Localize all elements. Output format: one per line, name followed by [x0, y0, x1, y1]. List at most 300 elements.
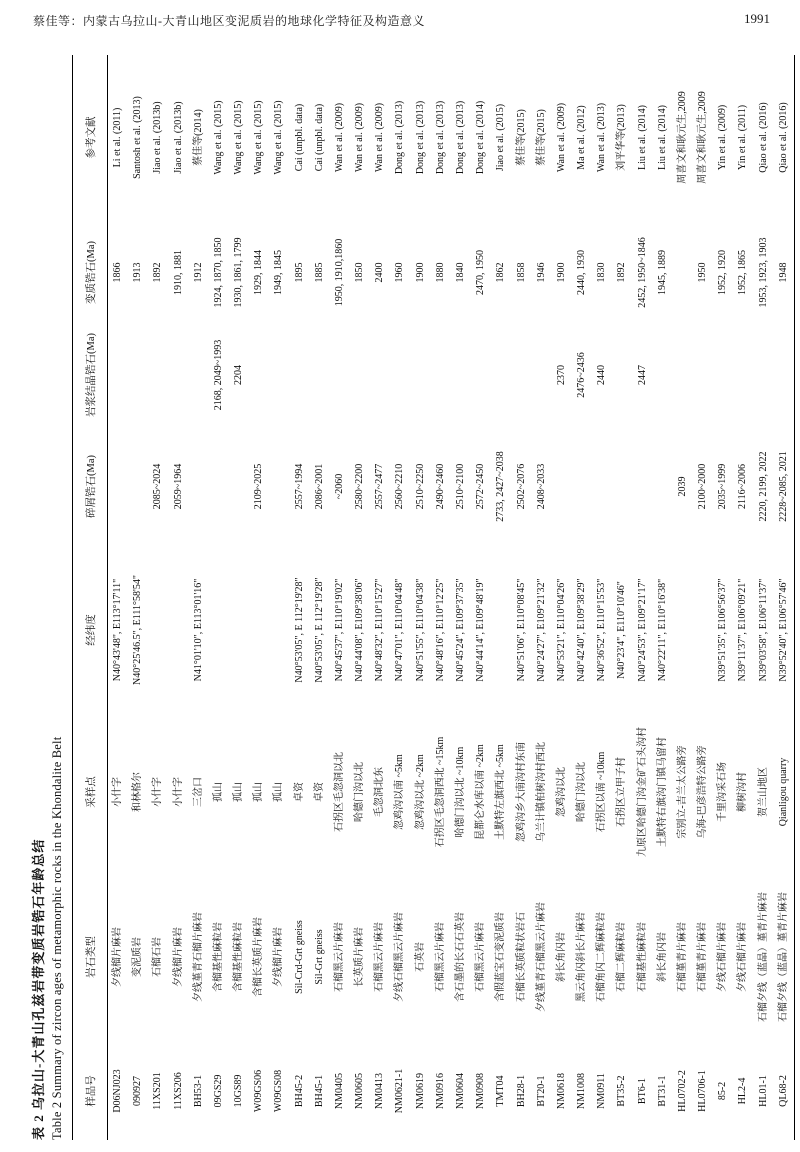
table-cell: N40°25'46.5", E111°58'54"	[132, 575, 144, 685]
table-cell: NM0605	[354, 1072, 366, 1110]
table-cell: Wang et al. (2015)	[253, 100, 265, 175]
table-row	[673, 55, 693, 1140]
table-cell: 2452, 1950~1846	[636, 237, 648, 308]
table-cell: 石榴黑云片麻岩	[333, 922, 345, 992]
column-header: 岩石类型	[73, 872, 108, 1042]
table-cell: BH45-1	[313, 1074, 325, 1108]
column-header: 经纬度	[73, 548, 108, 712]
table-cell: ~2060	[333, 473, 345, 500]
table-cell: Wang et al. (2015)	[233, 100, 245, 175]
table-cell	[128, 425, 148, 548]
table-cell: 石榴夕线（蓝晶）堇青片麻岩	[777, 892, 789, 1022]
table-cell: 2470, 1950	[475, 250, 487, 295]
column-header: 岩浆结晶锆石(Ma)	[73, 325, 108, 425]
table-cell: 2370	[555, 365, 567, 385]
table-cell	[451, 325, 471, 425]
table-cell: NM0908	[475, 1072, 487, 1110]
table-cell: N40°44'08", E109°38'06"	[354, 578, 366, 682]
table-cell: N40°24'53", E109°21'17"	[636, 578, 648, 682]
table-cell: 含榴基性麻粒岩	[212, 922, 224, 992]
table-cell	[491, 325, 511, 425]
table-cell: 蔡佳等(2014)	[192, 109, 204, 166]
header-row	[73, 55, 108, 1140]
table-cell: 2580~2200	[354, 463, 366, 510]
table-cell: 石榴基性麻粒岩	[636, 922, 648, 992]
table-row	[754, 55, 774, 1140]
table-cell: 卓资	[293, 782, 305, 802]
table-cell	[653, 425, 673, 548]
table-cell: 1950	[697, 262, 709, 283]
table-cell: 2510~2250	[414, 463, 426, 510]
zircon-table	[72, 55, 795, 1140]
table-cell: Wang et al. (2015)	[273, 100, 285, 175]
table-cell: Liu et al. (2014)	[636, 105, 648, 170]
table-cell: 2476~2436	[576, 352, 588, 398]
table-cell: 1910, 1881	[172, 250, 184, 295]
table-cell: 1952, 1865	[737, 250, 749, 295]
table-cell: Wan et al. (2009)	[354, 102, 366, 173]
table-cell: 2109~2025	[253, 463, 265, 510]
column-header: 碎屑锆石(Ma)	[73, 425, 108, 548]
table-cell: 和林格尔	[132, 772, 144, 812]
table-cell: 石榴石岩	[152, 937, 164, 977]
table-cell: 贺兰山地区	[757, 767, 769, 817]
table-cell: 夕线堇青石榴片麻岩	[192, 912, 204, 1002]
table-cell: 孤山	[233, 782, 245, 802]
table-caption-zh: 表 2 乌拉山-大青山孔兹岩带变质岩锆石年龄总结	[31, 838, 46, 1140]
column-header: 变质锆石(Ma)	[73, 220, 108, 325]
column-header: 采样点	[73, 712, 108, 872]
table-cell: TMT04	[495, 1075, 507, 1107]
table-cell: BH45-2	[293, 1074, 305, 1108]
table-cell	[632, 425, 652, 548]
table-row	[632, 55, 652, 1140]
table-cell: 2100~2000	[697, 463, 709, 510]
table-row	[128, 55, 148, 1140]
table-cell: 2557~1994	[293, 463, 305, 510]
table-cell: N40°53'21", E110°04'26"	[555, 578, 567, 682]
table-cell: 卓资	[313, 782, 325, 802]
table-cell	[128, 325, 148, 425]
table-cell: NM0405	[333, 1072, 345, 1110]
table-cell: N39°11'37", E106°09'21"	[737, 578, 749, 682]
table-cell: 2440, 1930	[576, 250, 588, 295]
table-cell	[733, 325, 753, 425]
table-cell: HL01-1	[757, 1075, 769, 1107]
table-cell: Wang et al. (2015)	[212, 100, 224, 175]
table-row	[370, 55, 390, 1140]
table-cell: 斜长角闪岩	[555, 932, 567, 982]
table-cell: 2408~2033	[535, 463, 547, 510]
table-cell: 昆都仑水库以南 ~2km	[475, 744, 487, 840]
table-cell	[229, 425, 249, 548]
table-cell: N40°45'24", E109°37'35"	[455, 578, 466, 682]
table-cell: Qiao et al. (2016)	[777, 102, 789, 173]
table-cell: 含假蓝宝石变泥质岩	[495, 912, 507, 1002]
table-cell	[269, 425, 289, 548]
table-cell	[572, 425, 592, 548]
table-cell: 夕线石榴片麻岩	[737, 922, 749, 992]
column-header: 样品号	[73, 1042, 108, 1140]
table-row	[108, 55, 129, 1140]
table-cell: 石榴堇青片麻岩	[697, 922, 709, 992]
table-cell: 090927	[132, 1076, 144, 1106]
table-cell: NM0911	[596, 1073, 608, 1109]
table-cell: N40°51'06", E110°08'45"	[515, 578, 527, 682]
table-cell: Jiao et al. (2013b)	[152, 101, 164, 174]
table-cell: 1929, 1844	[253, 250, 265, 295]
table-cell	[290, 325, 310, 425]
table-cell: 石榴夕线（蓝晶）堇青片麻岩	[757, 892, 769, 1022]
table-cell	[612, 425, 632, 548]
table-cell: NM1008	[576, 1072, 588, 1110]
table-cell: 九原区哈德门沟金矿石头沟村	[636, 727, 648, 857]
table-row	[451, 55, 471, 1140]
table-cell: 蔡佳等(2015)	[535, 109, 547, 166]
table-cell	[592, 425, 612, 548]
table-cell: 石拐区毛忽洞以北	[333, 752, 345, 832]
table-cell: 哈德门沟以北	[576, 762, 588, 822]
table-cell: Dong et al. (2013)	[434, 100, 446, 175]
table-cell: 忽鸡沟以北	[555, 767, 567, 817]
table-cell: N40°43'48", E113°17'11"	[112, 578, 124, 682]
table-cell	[169, 325, 189, 425]
table-row	[411, 55, 431, 1140]
table-cell: N40°23'4", E110°10'46"	[616, 581, 628, 679]
table-cell: 2490~2460	[434, 463, 446, 510]
table-cell: 含榴长英质片麻岩	[253, 917, 265, 997]
table-row	[532, 55, 552, 1140]
table-row	[290, 55, 310, 1140]
table-cell	[713, 325, 733, 425]
table-cell: 小什字	[172, 777, 184, 807]
table-cell	[269, 548, 289, 712]
table-cell: 石榴黑云片麻岩	[475, 922, 487, 992]
table-cell	[693, 548, 713, 712]
table-cell: 2572~2450	[475, 463, 487, 510]
table-cell	[653, 325, 673, 425]
table-cell: 柳树沟村	[737, 772, 749, 812]
table-cell: 石榴堇青片麻岩	[676, 922, 688, 992]
table-cell: 2733, 2427~2038	[495, 451, 507, 522]
table-cell: 石榴黑云片麻岩	[434, 922, 446, 992]
table-cell: 1913	[132, 262, 144, 283]
table-cell: 石拐区毛忽洞西北 ~15km	[434, 736, 446, 848]
table-cell: 1880	[434, 262, 446, 283]
table-cell	[169, 548, 189, 712]
table-cell: BT6-1	[636, 1077, 648, 1105]
table-cell	[189, 425, 209, 548]
table-cell: 忽鸡沟乡大南沟村东南	[515, 742, 527, 842]
table-cell: 2168, 2049~1993	[212, 339, 224, 411]
table-cell	[491, 548, 511, 712]
page-number: 1991	[744, 11, 770, 26]
table-cell: W09GS06	[253, 1069, 265, 1113]
table-cell: N40°45'37", E110°19'02"	[333, 578, 345, 682]
table-cell: N40°22'11", E110°16'38"	[656, 578, 668, 682]
table-cell: BT20-1	[535, 1075, 547, 1107]
table-cell: W09GS08	[273, 1069, 285, 1113]
table-cell: 三岔口	[192, 777, 204, 807]
table-cell: 2557~2477	[374, 463, 386, 510]
table-cell: 1850	[354, 262, 366, 283]
table-row	[350, 55, 370, 1140]
table-row	[612, 55, 632, 1140]
table-cell: 黑云角闪斜长片麻岩	[576, 912, 588, 1002]
table-cell: 1930, 1861, 1799	[233, 237, 245, 308]
table-cell: 夕线石榴黑云片麻岩	[394, 912, 406, 1002]
table-cell: Dong et al. (2014)	[475, 100, 487, 175]
table-cell: HL2-4	[737, 1077, 749, 1105]
table-cell: Yin et al. (2011)	[737, 104, 749, 171]
table-cell: 2447	[636, 365, 648, 385]
table-cell: 2116~2006	[737, 463, 749, 510]
table-cell: 2039	[676, 476, 688, 497]
table-cell	[411, 325, 431, 425]
table-cell: Santosh et al. (2013)	[132, 96, 144, 179]
table-cell: 1892	[616, 262, 628, 283]
table-cell: 1900	[555, 262, 567, 283]
table-cell	[249, 325, 269, 425]
table-cell: Yin et al. (2009)	[717, 104, 729, 171]
table-cell: 周喜文和耿元生,2009	[697, 91, 709, 184]
table-cell	[249, 548, 269, 712]
table-cell: Jiao et al. (2013b)	[172, 101, 184, 174]
table-caption-en: Table 2 Summary of zircon ages of metamorphic rocks in the Khondalite Belt	[50, 736, 64, 1140]
table-cell: 2228~2085, 2021	[777, 451, 789, 522]
table-cell: 1840	[455, 262, 466, 283]
table-row	[169, 55, 189, 1140]
table-row	[511, 55, 531, 1140]
table-row	[209, 55, 229, 1140]
table-cell: 石榴二辉麻粒岩	[616, 922, 628, 992]
table-cell: N40°42'40", E109°38'29"	[576, 578, 588, 682]
table-row	[148, 55, 168, 1140]
table-cell: 石榴角闪二辉麻粒岩	[596, 912, 608, 1002]
table-cell: N40°48'32", E110°15'27"	[374, 578, 386, 682]
table-cell: Sil-Grt gneiss	[313, 929, 325, 985]
table-row	[471, 55, 491, 1140]
table-cell: 09GS29	[212, 1074, 224, 1108]
table-row	[330, 55, 350, 1140]
table-cell: QL68-2	[777, 1075, 789, 1107]
table-cell: 忽鸡沟以南 ~5km	[394, 754, 406, 830]
table-cell	[673, 220, 693, 325]
table-cell	[471, 325, 491, 425]
table-cell: Cai (unpbl. data)	[313, 103, 325, 172]
table-cell: 宗别立-吉兰太公路旁	[676, 745, 688, 839]
table-cell: 土默特右旗沟门镇马留村	[656, 737, 668, 847]
table-cell: 2560~2210	[394, 463, 406, 510]
table-cell: 孤山	[253, 782, 265, 802]
table-cell: N40°47'01", E110°04'48"	[394, 578, 406, 682]
table-cell: Dong et al. (2013)	[394, 100, 406, 175]
table-row	[390, 55, 410, 1140]
table-cell: 1953, 1923, 1903	[757, 237, 769, 308]
table-cell	[673, 325, 693, 425]
table-cell: N39°52'40", E106°57'46"	[777, 578, 789, 682]
table-cell: 石榴黑云片麻岩	[374, 922, 386, 992]
table-row	[572, 55, 592, 1140]
table-cell: 2220, 2199, 2022	[757, 451, 769, 522]
table-cell: 夕线石榴片麻岩	[717, 922, 729, 992]
table-cell: 毛忽洞北东	[374, 767, 386, 817]
table-cell: BH53-1	[192, 1074, 204, 1108]
table-cell: 2440	[596, 365, 608, 385]
table-cell: N40°53'05", E 112°19'28"	[313, 577, 325, 683]
table-cell	[390, 325, 410, 425]
table-cell: 1858	[515, 262, 527, 283]
table-cell: Dong et al. (2013)	[414, 100, 426, 175]
table-cell	[774, 325, 795, 425]
table-cell: 长英质片麻岩	[354, 927, 366, 987]
table-cell: 夕线榴片麻岩	[172, 927, 184, 987]
table-cell: 千里沟采石场	[717, 762, 729, 822]
table-cell	[148, 548, 168, 712]
table-cell	[108, 325, 129, 425]
table-cell: 石拐区立甲子村	[616, 757, 628, 827]
table-cell: BT31-1	[656, 1075, 668, 1107]
table-cell: 孤山	[273, 782, 285, 802]
table-cell: 斜长角闪岩	[656, 932, 668, 982]
table-cell: 2085~2024	[152, 463, 164, 510]
table-cell: 哈德门沟以北 ~10km	[455, 746, 466, 838]
table-row	[653, 55, 673, 1140]
table-cell: 1885	[313, 262, 325, 283]
table-cell: NM0413	[374, 1072, 386, 1110]
table-cell: 10GS89	[233, 1074, 245, 1108]
table-cell: 2502~2076	[515, 463, 527, 510]
table-cell: 小什字	[112, 777, 124, 807]
table-cell: N39°03'58", E106°11'37"	[757, 578, 769, 682]
table-cell: 2035~1999	[717, 463, 729, 510]
table-cell: 含榴基性麻粒岩	[233, 922, 245, 992]
table-cell: N40°44'14", E109°48'19"	[475, 578, 487, 682]
table-cell: Wan et al. (2009)	[555, 102, 567, 173]
table-cell: 1892	[152, 262, 164, 283]
table-cell: 1945, 1889	[656, 250, 668, 295]
table-cell: 1946	[535, 262, 547, 283]
table-cell: 1912	[192, 262, 204, 283]
table-cell	[310, 325, 330, 425]
table-cell: 夕线榴片麻岩	[112, 927, 124, 987]
table-cell	[108, 425, 129, 548]
table-row	[431, 55, 451, 1140]
table-cell: BT35-2	[616, 1075, 628, 1107]
table-cell: Qianligou quarry	[777, 757, 789, 827]
table-cell: 刘平华等(2013)	[616, 104, 628, 171]
table-cell: BH28-1	[515, 1074, 527, 1108]
table-cell	[229, 548, 249, 712]
table-cell: Wan et al. (2009)	[374, 102, 386, 173]
table-cell: 1866	[112, 262, 124, 283]
table-cell: N39°51'35", E106°56'37"	[717, 578, 729, 682]
table-cell: 乌海-巴彦浩特公路旁	[697, 745, 709, 839]
table-cell: 2086~2001	[313, 463, 325, 510]
table-cell: NM0916	[434, 1072, 446, 1110]
table-cell: NM0619	[414, 1072, 426, 1110]
table-row	[552, 55, 572, 1140]
table-cell: Qiao et al. (2016)	[757, 102, 769, 173]
table-cell: 夕线堇青石榴黑云片麻岩	[535, 902, 547, 1012]
table-cell: N40°24'27", E109°21'32"	[535, 578, 547, 682]
table-cell: 夕线榴片麻岩	[273, 927, 285, 987]
table-cell: HL0706-1	[697, 1070, 709, 1112]
table-cell: 忽鸡沟以北 ~2km	[414, 754, 426, 830]
table-cell	[209, 425, 229, 548]
table-cell	[673, 548, 693, 712]
table-cell: 2510~2100	[455, 463, 466, 510]
table-cell	[552, 425, 572, 548]
table-cell: 1949, 1845	[273, 250, 285, 295]
running-head: 蔡佳等：内蒙古乌拉山-大青山地区变泥质岩的地球化学特征及构造意义	[33, 14, 425, 28]
table-cell: NM0621-1	[394, 1068, 406, 1114]
table-cell: 蔡佳等(2015)	[515, 109, 527, 166]
table-cell: 1830	[596, 262, 608, 283]
table-cell	[148, 325, 168, 425]
table-row	[592, 55, 612, 1140]
table-cell: Liu et al. (2014)	[656, 105, 668, 170]
table-cell	[431, 325, 451, 425]
table-cell	[189, 325, 209, 425]
table-cell	[532, 325, 552, 425]
table-cell: N40°36'52", E110°15'53"	[596, 578, 608, 682]
table-cell: NM0604	[455, 1072, 466, 1110]
table-row	[189, 55, 209, 1140]
table-cell: 1895	[293, 262, 305, 283]
rotated-table-block	[28, 55, 793, 1140]
table-row	[491, 55, 511, 1140]
table-row	[229, 55, 249, 1140]
table-cell: 乌兰计镇柏树沟村西北	[535, 742, 547, 842]
table-cell: HL0702-2	[676, 1070, 688, 1112]
table-row	[310, 55, 330, 1140]
table-cell	[693, 325, 713, 425]
table-cell	[269, 325, 289, 425]
table-cell	[350, 325, 370, 425]
table-row	[249, 55, 269, 1140]
table-cell: 1948	[777, 262, 789, 283]
table-cell	[511, 325, 531, 425]
table-cell: Jiao et al. (2015)	[495, 103, 507, 172]
table-cell: 石英岩	[414, 942, 426, 972]
table-cell: Sil-Crd-Grt gneiss	[293, 920, 305, 994]
table-cell	[612, 325, 632, 425]
table-row	[733, 55, 753, 1140]
table-cell: 11XS206	[172, 1072, 184, 1110]
table-cell: 小什字	[152, 777, 164, 807]
table-cell: N40°53'05", E 112°19'28"	[293, 577, 305, 683]
table-cell: Dong et al. (2013)	[455, 100, 466, 175]
table-cell: N40°48'16", E110°12'25"	[434, 578, 446, 682]
table-cell: 土默特左旗西北 ~5km	[495, 744, 507, 840]
table-cell: N41°01'10", E113°01'16"	[192, 578, 204, 682]
table-cell: 85-2	[717, 1081, 729, 1101]
table-cell: Ma et al. (2012)	[576, 105, 588, 170]
table-row	[713, 55, 733, 1140]
table-cell: D06NJ023	[112, 1069, 124, 1113]
table-cell: 1924, 1870, 1850	[212, 237, 224, 308]
table-cell: 2400	[374, 262, 386, 283]
table-cell: Li et al. (2011)	[112, 107, 124, 168]
table-cell: 1900	[414, 262, 426, 283]
table-cell: 哈德门沟以北	[354, 762, 366, 822]
table-cell: 含石墨的长石石英岩	[455, 912, 466, 1002]
table-cell: 孤山	[212, 782, 224, 802]
table-cell: 2059~1964	[172, 463, 184, 510]
column-header: 参考文献	[73, 55, 108, 220]
table-cell: N40°51'55", E110°04'38"	[414, 578, 426, 682]
